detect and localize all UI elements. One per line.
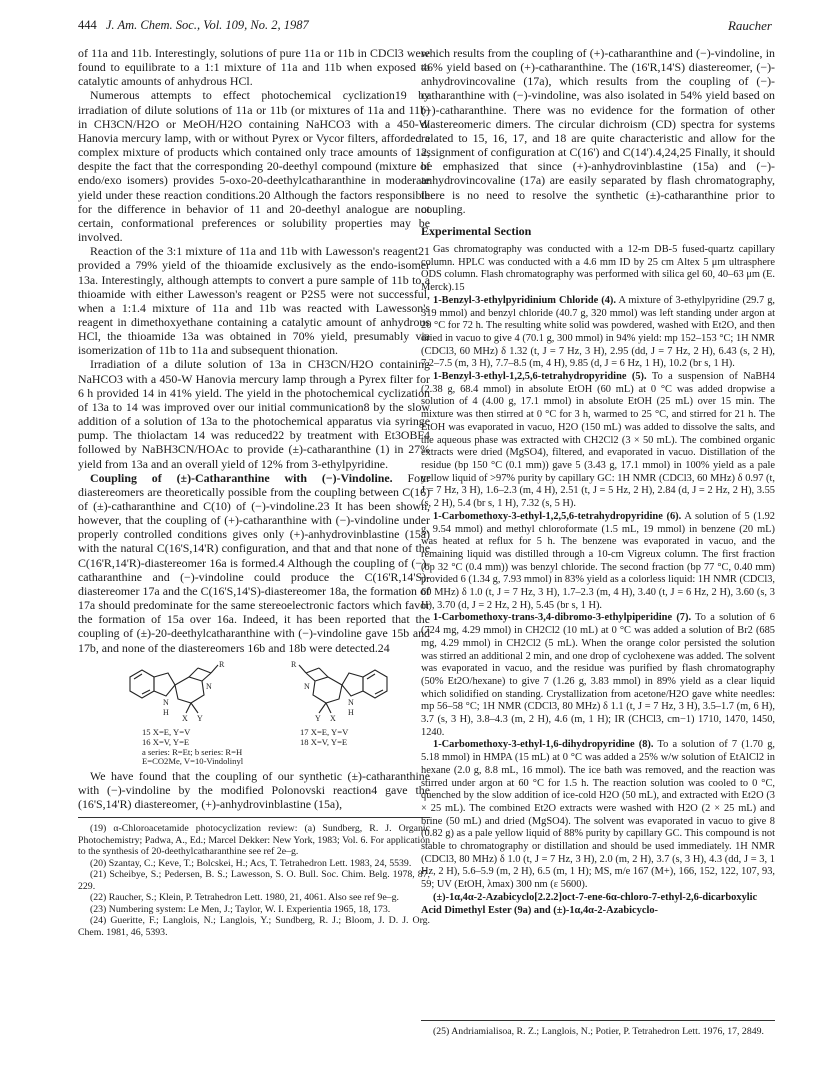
paragraph: Irradiation of a dilute solution of 13a in CH3CN/H2O containing NaHCO3 with a 450-W Hanovia mercury lamp through a Pyrex filter for 6 h provided 14 in 41% yield. The yield in the photochemical cyclization of 13a to 14 was improved over our initial communication8 by the slow addition of a solution of 13a to the photochemical apparatus via syringe pump. The thiolactam 14 was reduced22 by treatment with Et3OBF4 followed by NaBH3CN/HOAc to provide (±)-catharanthine (1) in 27% yield from 13a and an overall yield of 12% from 3-ethylpyridine.: [78, 357, 430, 471]
footnotes: [421, 1026, 775, 1038]
section-heading: Experimental Section: [421, 223, 532, 238]
footnote: (24) Gueritte, F.; Langlois, N.; Langlois, Y.; Sundberg, R. J.; Bloom, J. D. J. Org. Chem. 1981, 46, 5393.: [78, 915, 430, 938]
right-column: [421, 46, 775, 917]
author-name: Raucher: [727, 18, 772, 33]
azepine-ring: [313, 677, 342, 703]
atom-label-r: R: [291, 659, 297, 669]
left-column: [78, 46, 430, 938]
footnote-divider: [78, 817, 430, 818]
compound-heading: 1-Carbomethoxy-trans-3,4-dibromo-3-ethylpiperidine (7).: [433, 612, 692, 624]
atom-label-x: X: [182, 713, 188, 723]
structure-caption: 18 X=V, Y=E: [300, 736, 348, 747]
footnote: (25) Andriamialisoa, R. Z.; Langlois, N.; Potier, P. Tetrahedron Lett. 1976, 17, 2849.: [433, 1026, 764, 1037]
paragraph-text: Four diastereomers are theoretically possible from the coupling between C(16) of (±)-catharanthine and C(10) of (−)-vindoline.23 It has been shown, however, that the coupling of (+)-catharanthine with (−)-vindoline under properly controlled conditions gives only (+)-anhydrovinblastine (15a) with the natural C(16'S,14'R) configuration, and that and that none of the C(16'R,14'R)-diastereomer 16a is formed.4 Although the coupling of (−)-catharanthine and (−)-vindoline could produce the C(16'R,14'S)-diastereomer 17a and the C(16'S,14'S)-diastereomer 18a, the formation of 17a should predominate for the same stereoelectronic factors which favor the formation of 15a over 16a. Indeed, it has been reported that the coupling of (±)-20-deethylcatharanthine with (−)-vindoline gave 15b and 17b, and none of the diastereomers 16b and 18b were detected.24: [78, 470, 430, 655]
compound-heading: 1-Carbomethoxy-3-ethyl-1,2,5,6-tetrahydropyridine (6).: [433, 510, 682, 522]
atom-label-y: Y: [315, 713, 321, 723]
paragraph: which results from the coupling of (+)-catharanthine and (−)-vindoline, in 46% yield based on (+)-catharanthine. The (16'R,14'S) diastereomer, (−)-anhydrovincovaline (17a), which results from the coupling of (−)-catharanthine with (−)-vindoline, was also isolated in 54% yield based on (−)-catharanthine. There was no evidence for the formation of other diastereomeric dimers. The circular dichroism (CD) spectra for systems related to 15, 16, 17, and 18 are quite characteristic and allow for the assignment of configuration at C(16') and C(14').4,24,25 Finally, it should be emphasized that since (+)-anhydrovinblastine (15a) and (−)-anhydrovincovaline (17a) are easily separated by flash chromatography, there is no need to resolve the synthetic (±)-catharanthine prior to coupling.: [421, 46, 775, 216]
abbreviation-caption: E=CO2Me, V=10-Vindolinyl: [142, 755, 244, 766]
journal-citation: J. Am. Chem. Soc., Vol. 109, No. 2, 1987: [105, 18, 309, 32]
paragraph: of 11a and 11b. Interestingly, solutions of pure 11a or 11b in CDCl3 were found to equilibrate to a 1:1 mixture of 11a and 11b when exposed to catalytic amounts of anhydrous HCl.: [78, 46, 430, 89]
footnote: (22) Raucher, S.; Klein, P. Tetrahedron Lett. 1980, 21, 4061. Also see ref 9e–g.: [90, 892, 399, 904]
experimental-paragraph: [421, 295, 775, 371]
experimental-paragraph: [421, 511, 775, 613]
experimental-text: To a solution of 7 (1.70 g, 5.18 mmol) in HMPA (15 mL) at 0 °C was added a 25% w/w solution of EtAlCl2 in hexane (2.0 g, 8.8 mL, 16 mmol). The ice bath was removed, and the reaction was stirred under argon at 60 °C for 1.5 h. The reaction solution was cooled to 0 °C, quenched by the slow addition of ice-cold H2O (50 mL), and extracted with Et2O (3 × 25 mL). The combined Et2O extracts were washed with H2O (2 × 25 mL) and brine (50 mL) and dried (MgSO4). The solvent was evaporated in vacuo to give 8 (0.82 g) as a pale yellow liquid of 88% purity by capillary GC. This compound is not stable to chromatography or distillation and should be used immediately. 1H NMR (CDCl3, 80 MHz) δ 1.0 (t, J = 7 Hz, 3 H), 2.0 (m, 2 H), 3.7 (s, 3 H), 4.3 (dd, J = 3, 1 Hz, 2 H), 5.6–5.9 (m, 2 H), 6.5 (m, 1 H); MS, m/e 167 (M+), 166, 152, 122, 107, 93, 59; UV (EtOH, λmax) 300 nm (ε 5600).: [421, 739, 775, 891]
section-run-in-heading: Coupling of (±)-Catharanthine with (−)-Vindoline.: [90, 470, 393, 485]
atom-label-r: R: [219, 659, 225, 669]
header-left: [78, 18, 309, 33]
paragraph: [78, 471, 430, 655]
compound-heading: 1-Carbomethoxy-3-ethyl-1,6-dihydropyridine (8).: [433, 739, 654, 751]
experimental-text: To a solution of 6 (724 mg, 4.29 mmol) in CH2Cl2 (10 mL) at 0 °C was added a solution of Br2 (685 mg, 4.29 mmol) in CH2Cl2 (5 mL). When the orange color persisted the solution was stirred an additional 2 min, and one drop of cyclohexene was added. The solvent was evaporated in vacuo, and the residue was purified by flash chromatography (50% Et2O/hexane) to give 7 (1.26 g, 3.83 mmol) in 89% yield as a clear liquid which solidified on standing. Crystallization from acetone/H2O gave white needles: mp 56–58 °C; 1H NMR (CDCl3, 80 MHz) δ 1.1 (t, J = 7 Hz, 3 H), 3.5–1.7 (m, 6 H), 3.7 (s, 3 H), 3.8–4.3 (m, 2 H), 4.6 (m, 1 H); IR (CHCl3, cm−1) 1710, 1470, 1450, 1240.: [421, 612, 775, 738]
footnote: (20) Szantay, C.; Keve, T.; Bolcskei, H.; Acs, T. Tetrahedron Lett. 1983, 24, 5539.: [90, 857, 412, 869]
compound-heading: 1-Benzyl-3-ethylpyridinium Chloride (4).: [433, 294, 616, 306]
experimental-text: A mixture of 3-ethylpyridine (29.7 g, 319 mmol) and benzyl chloride (40.7 g, 320 mmol) was left standing under argon at 20 °C for 72 h. The resulting white solid was powdered, washed with Et2O, and then dried in vacuo to give 4 (70.1 g, 300 mmol) in 94% yield: mp 152–153 °C; 1H NMR (CDCl3, 60 MHz) δ 1.32 (t, J = 7 Hz, 3 H), 2.95 (dd, J = 7 Hz, 2 H), 6.43 (s, 2 H), 7.2–7.5 (m, 3 H), 7.7–8.5 (m, 4 H), 9.85 (d, J = 6 Hz, 1 H), 10.2 (br s, 1 H).: [421, 294, 775, 370]
footnotes: [78, 823, 430, 938]
paragraph: Numerous attempts to effect photochemical cyclization19 by irradiation of dilute solutions of 11a or 11b (or mixtures of 11a and 11b) in CH3CN/H2O or MeOH/H2O containing NaHCO3 with a 450-W Hanovia mercury lamp, with or without Pyrex or Vycor filters, afforded a complex mixture of products which contained only trace amounts of 12, despite the fact that the corresponding 20-deethyl compound (mixture of endo/exo isomers) provides 5-oxo-20-deethylcatharanthine in moderate yield under these reaction conditions.20 Although the factors responsible for the difference in behavior of 11 and 20-deethyl analogue are not certain, conformational preferences or solubility properties may be involved.: [78, 88, 430, 245]
pyrrole-ring: [342, 673, 363, 696]
footnote-divider: [421, 1020, 775, 1021]
experimental-paragraph: [421, 892, 775, 917]
right-footnotes: [421, 1014, 775, 1038]
experimental-paragraph: Gas chromatography was conducted with a 12-m DB-5 fused-quartz capillary column. HPLC was conducted with a 4.6 mm ID by 25 cm Altex 5 μm ultrasphere ODS column. Flash chromatography was performed with silica gel 60, 40–63 μm (E. Merck).15: [421, 244, 775, 294]
atom-label-n: N: [206, 681, 212, 691]
compound-heading: 1-Benzyl-3-ethyl-1,2,5,6-tetrahydropyridine (5).: [433, 371, 647, 383]
pyrrole-ring: [154, 673, 175, 696]
structure-caption: 17 X=E, Y=V: [300, 726, 349, 737]
footnote: (23) Numbering system: Le Men, J.; Taylor, W. I. Experientia 1965, 18, 173.: [90, 903, 391, 915]
structure-figure: [78, 659, 430, 766]
compound-heading: (±)-1α,4α-2-Azabicyclo[2.2.2]oct-7-ene-6α-chloro-7-ethyl-2,6-dicarboxylic Acid Dimethyl Ester (9a) and (±)-1α,4α-2-Azabicyclo-: [421, 891, 758, 916]
atom-label-x: X: [330, 713, 336, 723]
atom-label-y: Y: [197, 713, 203, 723]
footnote: (21) Scheibye, S.; Pedersen, B. S.; Lawesson, S. O. Bull. Soc. Chim. Belg. 1978, 87, 229.: [78, 869, 430, 892]
series-caption: a series: R=Et; b series: R=H: [142, 746, 243, 757]
azepine-ring: [175, 677, 204, 703]
footnote: (19) α-Chloroacetamide photocyclization review: (a) Sundberg, R. J. Organic Photochemistry; Padwa, A., Ed.; Marcel Dekker: New York, 1983; Vol. 6. For application to the synthesis of 20-deethylcatharanthine see ref 2e–g.: [78, 823, 430, 858]
structure-caption: 15 X=E, Y=V: [142, 726, 191, 737]
atom-label-h: H: [163, 707, 169, 717]
atom-label-h: H: [348, 707, 354, 717]
atom-label-n: N: [163, 697, 169, 707]
structure-caption: 16 X=V, Y=E: [142, 736, 190, 747]
experimental-paragraph: [421, 612, 775, 739]
chemical-structures: [78, 659, 430, 761]
atom-label-n: N: [304, 681, 310, 691]
experimental-text: To a suspension of NaBH4 (2.38 g, 68.4 mmol) in absolute EtOH (60 mL) at 0 °C was added dropwise a solution of 4 (4.00 g, 17.1 mmol) in absolute EtOH (25 mL) over 15 min. The mixture was then stirred at 0 °C for 3 h, warmed to 25 °C, and stirred for 21 h. The EtOH was evaporated in vacuo, H2O (150 mL) was added to dissolve the salts, and the aqueous phase was extracted with CH2Cl2 (3 × 50 mL). The combined organic extracts were dried (MgSO4), filtered, and evaporated in vacuo. Distillation of the residue (bp 150 °C (0.1 mm)) gave 5 (3.43 g, 17.1 mmol) in 100% yield as a pale yellow liquid of >97% purity by capillary GC: 1H NMR (CDCl3, 60 MHz) δ 0.97 (t, J = 7 Hz, 3 H), 1.6–2.3 (m, 4 H), 2.51 (t, J = 5 Hz, 2 H), 2.84 (d, J = 2 Hz, 2 H), 3.55 (s, 2 H), 5.4 (br s, 1 H), 7.32 (s, 5 H).: [421, 371, 775, 510]
experimental-paragraph: [421, 739, 775, 891]
paragraph: Reaction of the 3:1 mixture of 11a and 11b with Lawesson's reagent21 provided a 79% yield of the thioamide exclusively as the endo-isomer 13a. Interestingly, although attempts to convert a pure sample of 11b to a thioamide with either Lawesson's reagent or P2S5 were not successful, when a 1:1.4 mixture of 11a and 11b was reacted with Lawesson's reagent in dimethoxyethane containing a catalytic amount of anhydrous HCl, the thioamide 13a was obtained in 70% yield, presumably via isomerization of 11b to 11a and subsequent thionation.: [78, 244, 430, 358]
paragraph: We have found that the coupling of our synthetic (±)-catharanthine with (−)-vindoline by the modified Polonovski reaction4 gave the (16'S,14'R) diastereomer, (+)-anhydrovinblastine (15a),: [78, 768, 430, 812]
atom-label-n: N: [348, 697, 354, 707]
experimental-text: A solution of 5 (1.92 g, 9.54 mmol) and methyl chloroformate (1.5 mL, 19 mmol) in benzene (20 mL) was heated at reflux for 5 h. The benzene was evaporated in vacuo, and the remaining liquid was distilled through a 10-cm Vigreux column. The first fraction (bp 32 °C (0.4 mm)) was benzyl chloride. The second fraction (bp 77 °C, 0.40 mm) provided 6 (1.34 g, 7.93 mmol) in 83% yield as a colorless liquid: 1H NMR (CDCl3, 60 MHz) δ 1.0 (t, J = 7 Hz, 3 H), 1.7–2.3 (m, 4 H), 3.40 (t, J = 6 Hz, 2 H), 3.60 (s, 3 H), 3.70 (d, J = 2 Hz, 2 H), 5.45 (br s, 1 H).: [421, 510, 775, 611]
page-number: 444: [78, 18, 97, 32]
running-header: [78, 18, 772, 36]
experimental-paragraph: [421, 371, 775, 511]
